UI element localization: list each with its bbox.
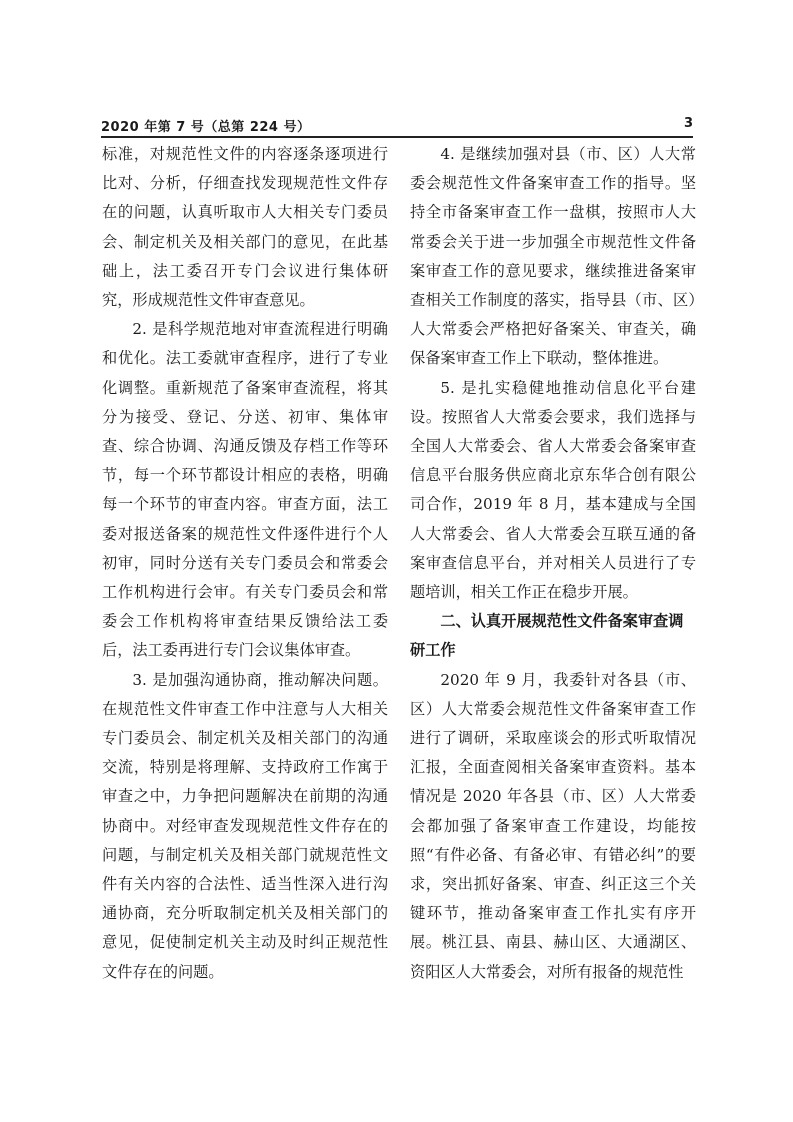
header-divider: [101, 136, 693, 138]
paragraph-item-2: 2. 是科学规范地对审查流程进行明确和优化。法工委就审查程序，进行了专业化调整。重新规范了备案审查流程，将其分为接受、登记、分送、初审、集体审查、综合协调、沟通反馈及存档工作等环节，每一个环节都设计相应的表格，明确每一个环节的审查内容。审查方面，法工委对报送备案的规范性文件逐件进行个人初审，同时分送有关专门委员会和常委会工作机构进行会审。有关专门委员会和常委会工作机构将审查结果反馈给法工委后，法工委再进行专门会议集体审查。: [102, 320, 388, 660]
left-column: [102, 140, 388, 987]
paragraph-item-5: 5. 是扎实稳健地推动信息化平台建设。按照省人大常委会要求，我们选择与全国人大常委会、省人大常委会备案审查信息平台服务供应商北京东华合创有限公司合作，2019 年 8 月，基本建成与全国人大常委会、省人大常委会互联互通的备案审查信息平台，并对相关人员进行了专题培训，相关工作正在稳步开展。: [410, 378, 696, 602]
paragraph-continuation: 标准，对规范性文件的内容逐条逐项进行比对、分析，仔细查找发现规范性文件存在的问题，认真听取市人大相关专门委员会、制定机关及相关部门的意见，在此基础上，法工委召开专门会议进行集体研究，形成规范性文件审查意见。: [102, 145, 388, 310]
running-header: [101, 116, 693, 138]
section-heading: 二、认真开展规范性文件备案审查调研工作: [410, 612, 684, 660]
paragraph-item-3: 3. 是加强沟通协商，推动解决问题。在规范性文件审查工作中注意与人大相关专门委员会、制定机关及相关部门的沟通交流，特别是将理解、支持政府工作寓于审查之中，力争把问题解决在前期的沟通协商中。对经审查发现规范性文件存在的问题，与制定机关及相关部门就规范性文件有关内容的合法性、适当性深入进行沟通协商，充分听取制定机关及相关部门的意见，促使制定机关主动及时纠正规范性文件存在的问题。: [102, 670, 388, 981]
paragraph-survey: 2020 年 9 月，我委针对各县（市、区）人大常委会规范性文件备案审查工作进行了调研，采取座谈会的形式听取情况汇报，全面查阅相关备案审查资料。基本情况是 2020 年各县（市、区）人大常委会都加强了备案审查工作建设，均能按照“有件必备、有备必审、有错必纠”的要求，突出抓好备案、审查、纠正这三个关键环节，推动备案审查工作扎实有序开展。桃江县、南县、赫山区、大通湖区、资阳区人大常委会，对所有报备的规范性: [410, 670, 696, 981]
paragraph-item-4: 4. 是继续加强对县（市、区）人大常委会规范性文件备案审查工作的指导。坚持全市备案审查工作一盘棋，按照市人大常委会关于进一步加强全市规范性文件备案审查工作的意见要求，继续推进备案审查相关工作制度的落实，指导县（市、区）人大常委会严格把好备案关、审查关，确保备案审查工作上下联动，整体推进。: [410, 145, 696, 368]
page-number: 3: [683, 116, 693, 131]
issue-label: 2020 年第 7 号（总第 224 号）: [101, 120, 311, 135]
right-column: [410, 140, 696, 987]
